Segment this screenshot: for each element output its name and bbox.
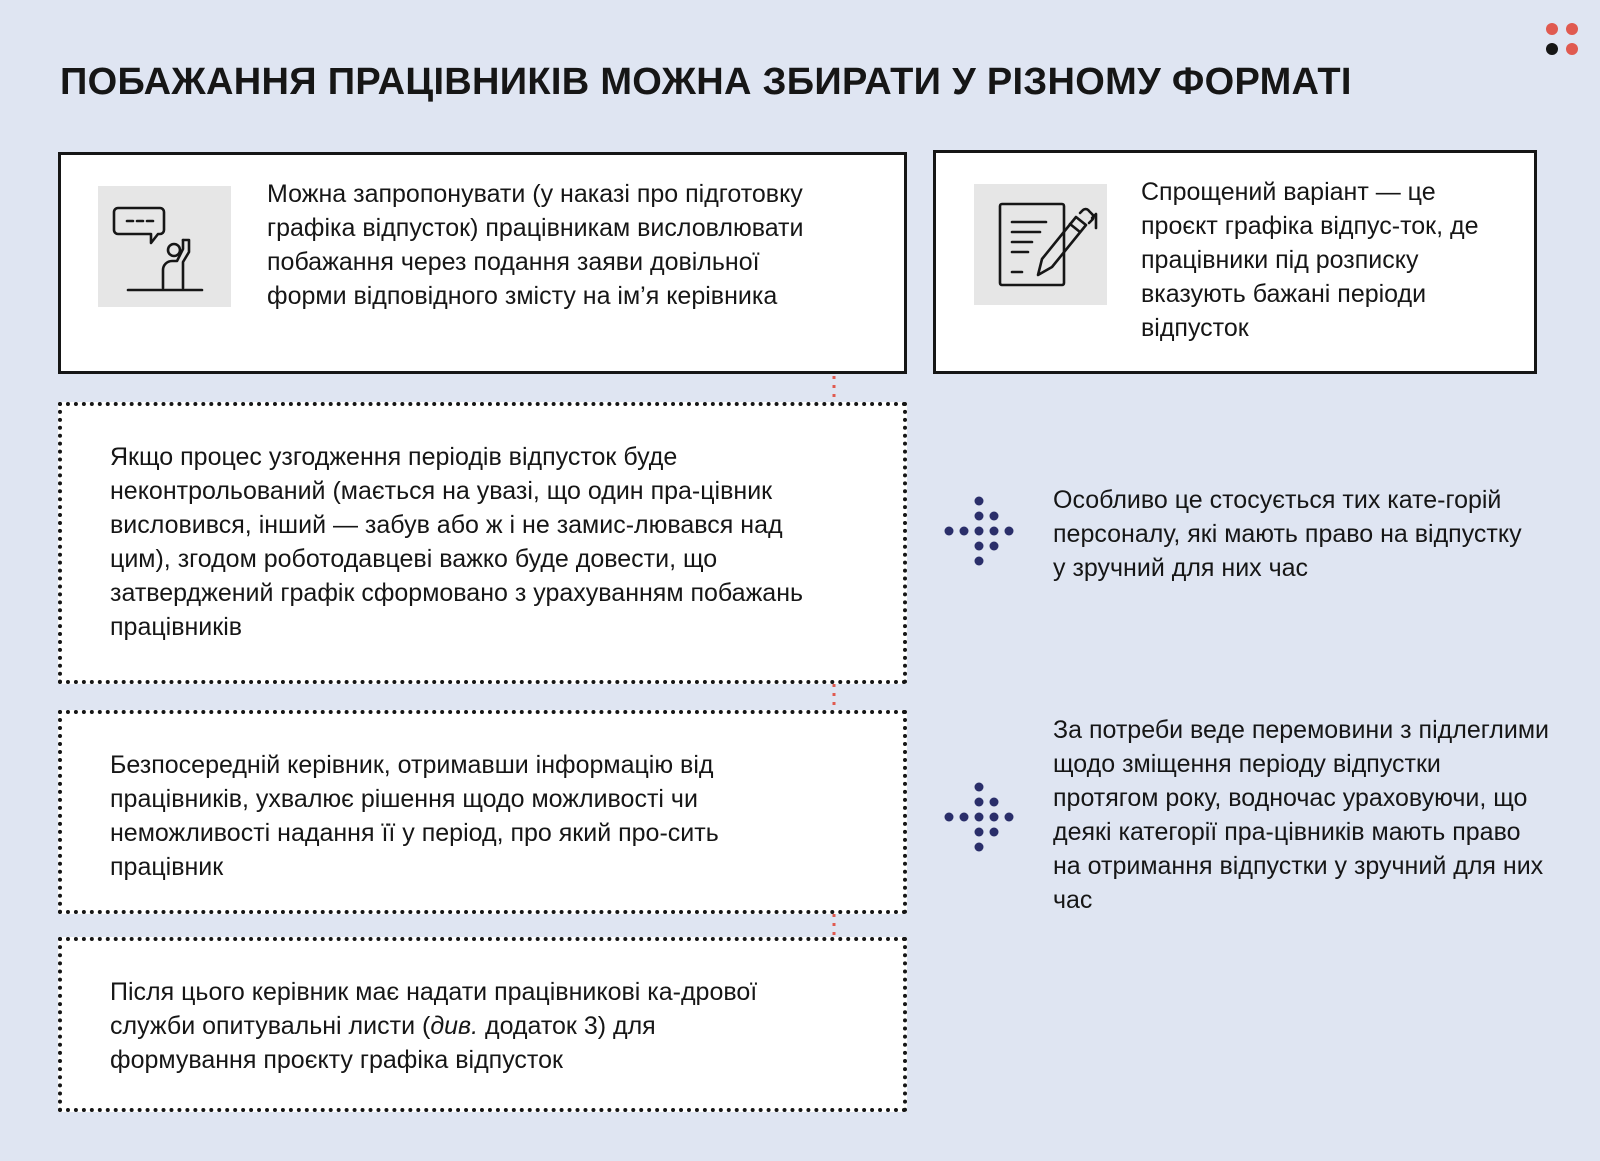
after-text-italic: див. (430, 1012, 479, 1040)
statement-box (58, 152, 907, 374)
after-text-part-1: Після цього керівник має надати працівникові ка-дрової служби опитувальні листи ( (110, 978, 758, 1040)
after-box (58, 937, 907, 1112)
uncontrolled-process-text: Якщо процес узгодження періодів відпусток буде неконтрольований (мається на увазі, що один пра-цівник висловився, інший — забув або ж і не замис-лювався над цим), згодом роботодавцеві важко буде довести, що затверджений графік сформовано з урахуванням побажань працівників (110, 443, 804, 641)
dotted-arrow-icon (942, 780, 1016, 854)
negotiation-note: За потреби веде перемовини з підлеглими щодо зміщення періоду відпустки протягом року, водночас ураховуючи, що деякі категорії пра-цівників мають право на отримання відпустки у зручний для них час (1053, 716, 1549, 914)
manager-decision-text: Безпосередній керівник, отримавши інформацію від працівників, ухвалює рішення щодо можливості чи неможливості надання її у період, про який про-сить працівник (110, 751, 719, 881)
statement-icon-frame (98, 186, 231, 307)
dotted-arrow-icon (942, 494, 1016, 568)
simplified-text: Спрощений варіант — це проєкт графіка відпус-ток, де працівники під розписку вказують бажані періоди відпусток (1141, 178, 1479, 342)
after-text-part-2: додаток 3) для формування проєкту графіка відпусток (110, 1012, 656, 1074)
categories-note: Особливо це стосується тих кате-горій персоналу, які мають право на відпустку у зручний для них час (1053, 486, 1522, 582)
page-title: ПОБАЖАННЯ ПРАЦІВНИКІВ МОЖНА ЗБИРАТИ У РІЗНОМУ ФОРМАТІ (60, 61, 1352, 103)
after-text (110, 975, 770, 1077)
four-dots-logo-icon (1543, 20, 1583, 60)
statement-text: Можна запропонувати (у наказі про підготовку графіка відпусток) працівникам висловлювати побажання через подання заяви довільної форми відповідного змісту на ім’я керівника (267, 180, 804, 310)
simplified-icon-frame (974, 184, 1107, 305)
simplified-box (933, 150, 1537, 374)
manager-decision-box (58, 710, 907, 914)
speech-bubble-raised-hand-icon (98, 186, 231, 307)
uncontrolled-process-box (58, 402, 907, 684)
document-pen-icon (974, 184, 1107, 305)
